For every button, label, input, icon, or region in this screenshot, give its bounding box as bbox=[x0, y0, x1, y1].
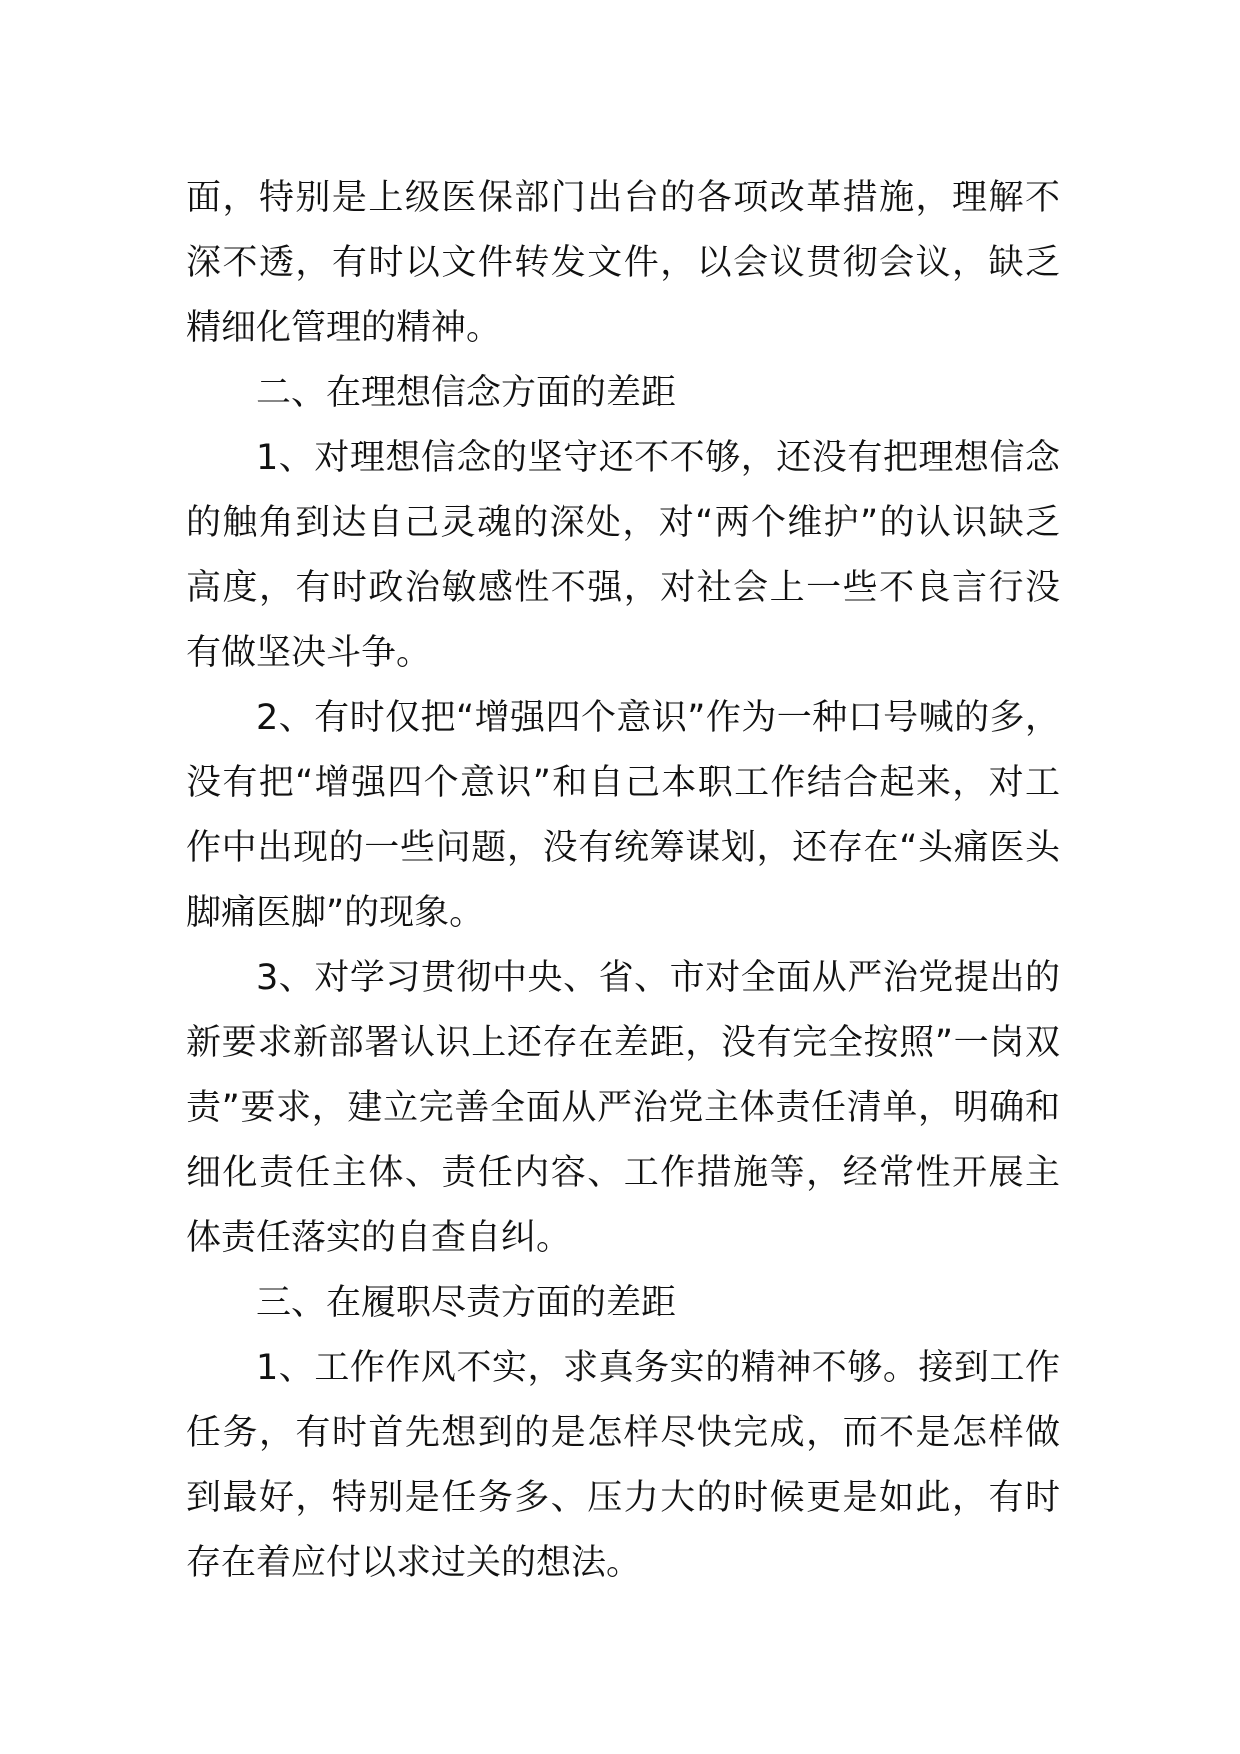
section-heading-duties: 三、在履职尽责方面的差距 bbox=[256, 1283, 677, 1323]
paragraph-continuation: 面，特别是上级医保部门出台的各项改革措施，理解不深不透，有时以文件转发文件，以会议贯彻会议，缺乏精细化管理的精神。 bbox=[186, 178, 1060, 348]
paragraph-duties-1: 1、工作作风不实，求真务实的精神不够。接到工作任务，有时首先想到的是怎样尽快完成，而不是怎样做到最好，特别是任务多、压力大的时候更是如此，有时存在着应付以求过关的想法。 bbox=[186, 1348, 1060, 1583]
paragraph-ideals-2: 2、有时仅把“增强四个意识”作为一种口号喊的多，没有把“增强四个意识”和自己本职工作结合起来，对工作中出现的一些问题，没有统筹谋划，还存在“头痛医头脚痛医脚”的现象。 bbox=[186, 698, 1060, 933]
paragraph-ideals-3: 3、对学习贯彻中央、省、市对全面从严治党提出的新要求新部署认识上还存在差距，没有完全按照”一岗双责”要求，建立完善全面从严治党主体责任清单，明确和细化责任主体、责任内容、工作措施等，经常性开展主体责任落实的自查自纠。 bbox=[186, 958, 1060, 1258]
paragraph-ideals-1: 1、对理想信念的坚守还不不够，还没有把理想信念的触角到达自己灵魂的深处，对“两个维护”的认识缺乏高度，有时政治敏感性不强，对社会上一些不良言行没有做坚决斗争。 bbox=[186, 438, 1060, 673]
section-heading-ideals: 二、在理想信念方面的差距 bbox=[256, 373, 677, 413]
document-page bbox=[186, 166, 1060, 1596]
